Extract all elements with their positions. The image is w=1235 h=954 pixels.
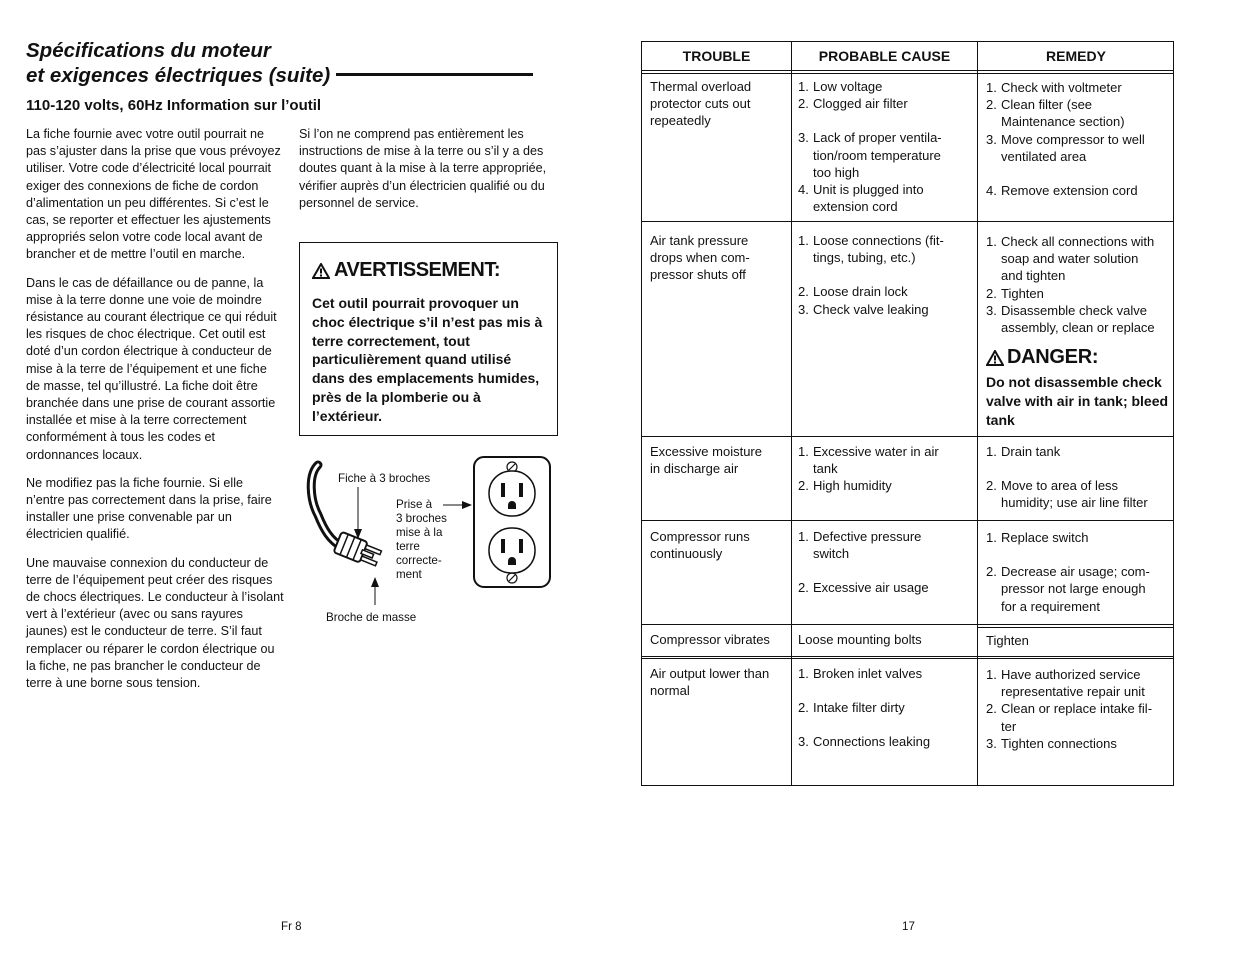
- warning-heading: AVERTISSEMENT:: [312, 259, 547, 282]
- table-row-trouble: Air tank pressure drops when com- pressor shuts off: [650, 233, 750, 283]
- header-remedy: REMEDY: [1046, 48, 1106, 64]
- table-row-remedies: 1. Replace switch 2. Decrease air usage; com- pressor not large enough for a requirement: [986, 530, 1150, 614]
- table-row-remedies: 1. Check all connections with soap and water solution and tighten 2. Tighten 3. Disassemble check valve assembly, clean or replace DANGER: Do not disassemble check valve with air in tank; bleed tank: [986, 233, 1174, 429]
- danger-text: Do not disassemble check valve with air in tank; bleed tank: [986, 374, 1169, 428]
- table-row-causes: 1. Excessive water in air tank 2. High humidity: [798, 444, 939, 494]
- warning-triangle-icon: [312, 263, 330, 279]
- body-column-2: [299, 126, 555, 223]
- paragraph: Ne modifiez pas la fiche fournie. Si elle n’entre pas correctement dans la prise, faire installer une prise convenable par un électricien qualifié.: [26, 475, 272, 542]
- table-header-rule: [642, 73, 1173, 74]
- page-title: [26, 38, 566, 88]
- troubleshooting-table: [641, 41, 1174, 786]
- table-row-causes: 1. Low voltage 2. Clogged air filter 3. Lack of proper ventila- tion/room temperature too high 4. Unit is plugged into extension cord: [798, 79, 942, 215]
- table-row-remedies: 1. Check with voltmeter 2. Clean filter (see Maintenance section) 3. Move compressor to well ventilated area 4. Remove extension cord: [986, 80, 1145, 199]
- row-divider: [978, 627, 1173, 628]
- warning-text: Cet outil pourrait provoquer un choc électrique s’il n’est pas mis à terre correctement, tout particulièrement quand utilisé dans des emplacements humides, près de la plomberie ou à l’extérieur.: [312, 295, 543, 424]
- column-divider: [791, 42, 792, 785]
- paragraph: La fiche fournie avec votre outil pourrait ne pas s’ajuster dans la prise que vous prévoyez utiliser. Votre code d’électricité local pourrait exiger des connexions de fiche de cordon d’alimentation un peu différentes. Si c’est le cas, se reporter et effectuer les ajustements appropriés selon votre code local avant de brancher et de mettre l’outil en marche.: [26, 127, 281, 262]
- figure-label-outlet: Prise à 3 broches mise à la terre correcte- ment: [396, 498, 447, 581]
- table-row-remedies: Tighten: [986, 633, 1029, 648]
- table-row-remedies: 1. Have authorized service representative repair unit 2. Clean or replace intake fil- ter 3. Tighten connections: [986, 667, 1153, 751]
- table-row-causes: 1. Loose connections (fit- tings, tubing, etc.) 2. Loose drain lock 3. Check valve leaking: [798, 233, 944, 317]
- row-divider: [642, 656, 1173, 657]
- table-row-causes: Loose mounting bolts: [798, 632, 922, 647]
- body-column-1: [26, 126, 284, 703]
- paragraph: Si l’on ne comprend pas entièrement les instructions de mise à la terre ou s’il y a des doutes quant à la mise à la terre appropriée, vérifier auprès d’un électricien qualifié ou du personnel de service.: [299, 127, 547, 210]
- paragraph: Une mauvaise connexion du conducteur de terre de l’équipement peut créer des risques de chocs électriques. Le conducteur à l’isolant vert à l’extérieur (avec ou sans rayures jaunes) est le conducteur de terre. S’il faut remplacer ou réparer le cordon électrique ou la fiche, ne pas brancher le conducteur de terre à une borne sous tension.: [26, 555, 284, 691]
- table-row-trouble: Compressor vibrates: [650, 632, 770, 647]
- title-line-1: Spécifications du moteur: [26, 39, 271, 62]
- figure-label-ground: Broche de masse: [326, 611, 417, 624]
- warning-box: [299, 242, 558, 436]
- row-divider: [642, 436, 1173, 437]
- column-divider: [977, 42, 978, 785]
- table-row-trouble: Thermal overload protector cuts out repeatedly: [650, 79, 752, 129]
- row-divider: [642, 624, 1173, 625]
- row-divider: [642, 520, 1173, 521]
- paragraph: Dans le cas de défaillance ou de panne, la mise à la terre donne une voie de moindre résistance au courant électrique ce qui réduit les risques de choc électrique. Cet outil est doté d’un cordon électrique à conducteur de mise à la terre de l’équipement et une fiche de masse, tel qu’illustré. La fiche doit être branchée dans une prise de courant assortie installée et mise à la terre correctement conformément à tous les codes et ordonnances locaux.: [26, 275, 277, 462]
- row-divider: [642, 221, 1173, 222]
- page-number-right: 17: [902, 920, 915, 933]
- table-row-causes: 1. Defective pressure switch 2. Excessive air usage: [798, 529, 929, 596]
- table-row-trouble: Excessive moisture in discharge air: [650, 444, 762, 477]
- title-line-2: et exigences électriques (suite): [26, 64, 331, 87]
- danger-triangle-icon: [986, 350, 1004, 366]
- page-number-left: Fr 8: [281, 920, 302, 933]
- header-trouble: TROUBLE: [682, 48, 751, 64]
- title-rule: [336, 73, 533, 76]
- row-divider: [642, 658, 1173, 659]
- table-row-trouble: Air output lower than normal: [650, 666, 770, 699]
- table-row-causes: 1. Broken inlet valves 2. Intake filter dirty 3. Connections leaking: [798, 666, 931, 750]
- table-row-trouble: Compressor runs continuously: [650, 529, 750, 562]
- header-probable-cause: PROBABLE CAUSE: [818, 48, 951, 64]
- danger-heading: DANGER:: [986, 349, 1174, 366]
- table-row-remedies: 1. Drain tank 2. Move to area of less humidity; use air line filter: [986, 444, 1148, 511]
- figure-label-plug: Fiche à 3 broches: [338, 472, 431, 485]
- section-subtitle: 110-120 volts, 60Hz Information sur l’outil: [26, 97, 322, 114]
